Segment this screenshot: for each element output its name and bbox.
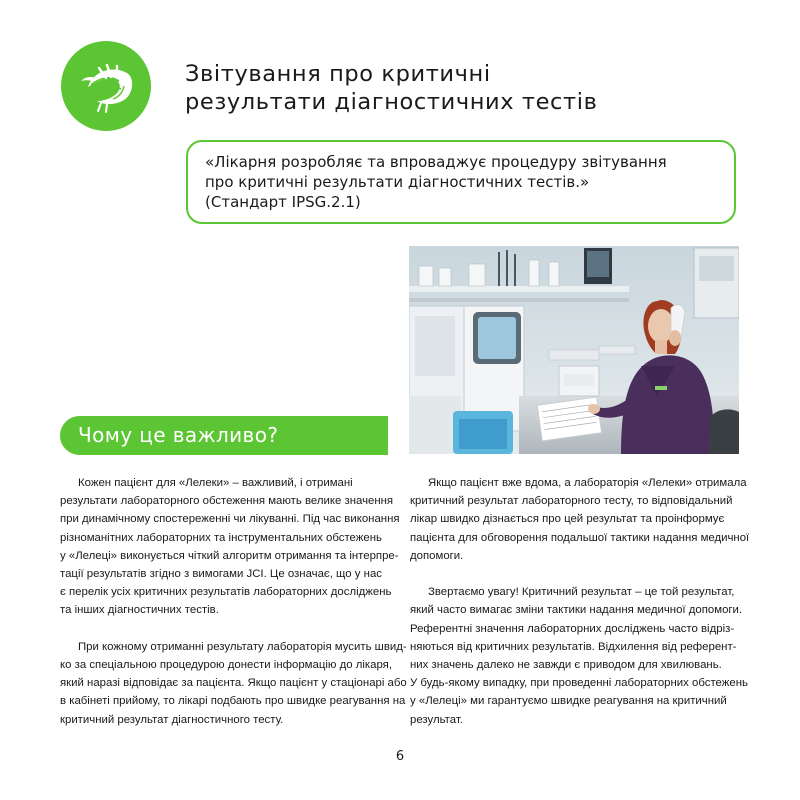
text-line: тації результатів згідно з вимогами JCI. Це означає, що у нас [60,568,382,581]
paragraph [410,474,750,565]
text-line: при динамічному спостереженні чи лікуванні. Під час виконання [60,513,400,526]
text-line: у «Лелеці» виконується чіткий алгоритм отримання та інтерпре- [60,549,399,562]
text-line: критичний результат діагностичного тесту. [60,713,284,726]
page-title [185,60,665,116]
text-line: Референтні значення лабораторних досліджень часто відріз- [410,622,735,635]
title-line: результати діагностичних тестів [185,89,598,115]
text-line: них значень далеко не завжди є приводом для хвилювань. [410,659,722,672]
quote-line: «Лікарня розробляє та впроваджує процедуру звітування [205,153,667,171]
text-line: який наразі відповідає за пацієнта. Якщо пацієнт у стаціонарі або [60,677,407,690]
stork-logo-icon [61,41,151,131]
text-line: няються від критичних результатів. Відхилення від референт- [410,640,737,653]
text-line: різноманітних лабораторних та інструментальних обстежень [60,531,382,544]
text-line: При кожному отриманні результату лабораторія мусить швид- [78,640,407,653]
text-line: результат. [410,713,463,726]
quote-line: про критичні результати діагностичних тестів.» [205,173,590,191]
paragraph [60,638,407,729]
paragraph [410,583,746,729]
paragraph [60,474,400,620]
text-line: який часто вимагає зміни тактики надання медичної допомоги. [410,604,743,617]
title-line: Звітування про критичні [185,61,491,87]
text-line: Звертаємо увагу! Критичний результат – це той результат, [428,586,735,599]
text-line: у «Лелеці» ми гарантуємо швидке реагування на критичний [410,695,727,708]
text-line: У будь-якому випадку, при проведенні лабораторних обстежень [410,677,748,690]
text-line: та інших діагностичних тестів. [60,604,219,617]
page-number: 6 [395,749,405,764]
standard-quote-box [186,140,736,224]
section-header [60,416,388,455]
text-line: Якщо пацієнт вже вдома, а лабораторія «Лелеки» отримала [428,477,747,489]
text-line: Кожен пацієнт для «Лелеки» – важливий, і отримані [78,477,353,489]
text-line: в кабінеті прийому, то лікарі подбають про швидке реагування на [60,695,406,708]
right-column [410,474,750,747]
text-line: результати лабораторного обстеження мають велике значення [60,495,394,508]
text-line: критичний результат лабораторного тесту, то відповідальний [410,495,733,508]
section-title: Чому це важливо? [78,423,279,447]
text-line: пацієнта для обговорення подальшої тактики надання медичної [410,531,750,544]
quote-line: (Стандарт IPSG.2.1) [205,193,361,211]
lab-technician-photo [409,246,739,454]
text-line: ко за спеціальною процедурою донести інформацію до лікаря, [60,659,393,672]
text-line: допомоги. [410,549,464,562]
text-line: лікар швидко дізнається про цей результат та проінформує [410,513,725,526]
left-column [60,474,407,747]
text-line: є перелік усіх критичних результатів лабораторних досліджень [60,586,392,599]
quote-text [205,152,728,212]
